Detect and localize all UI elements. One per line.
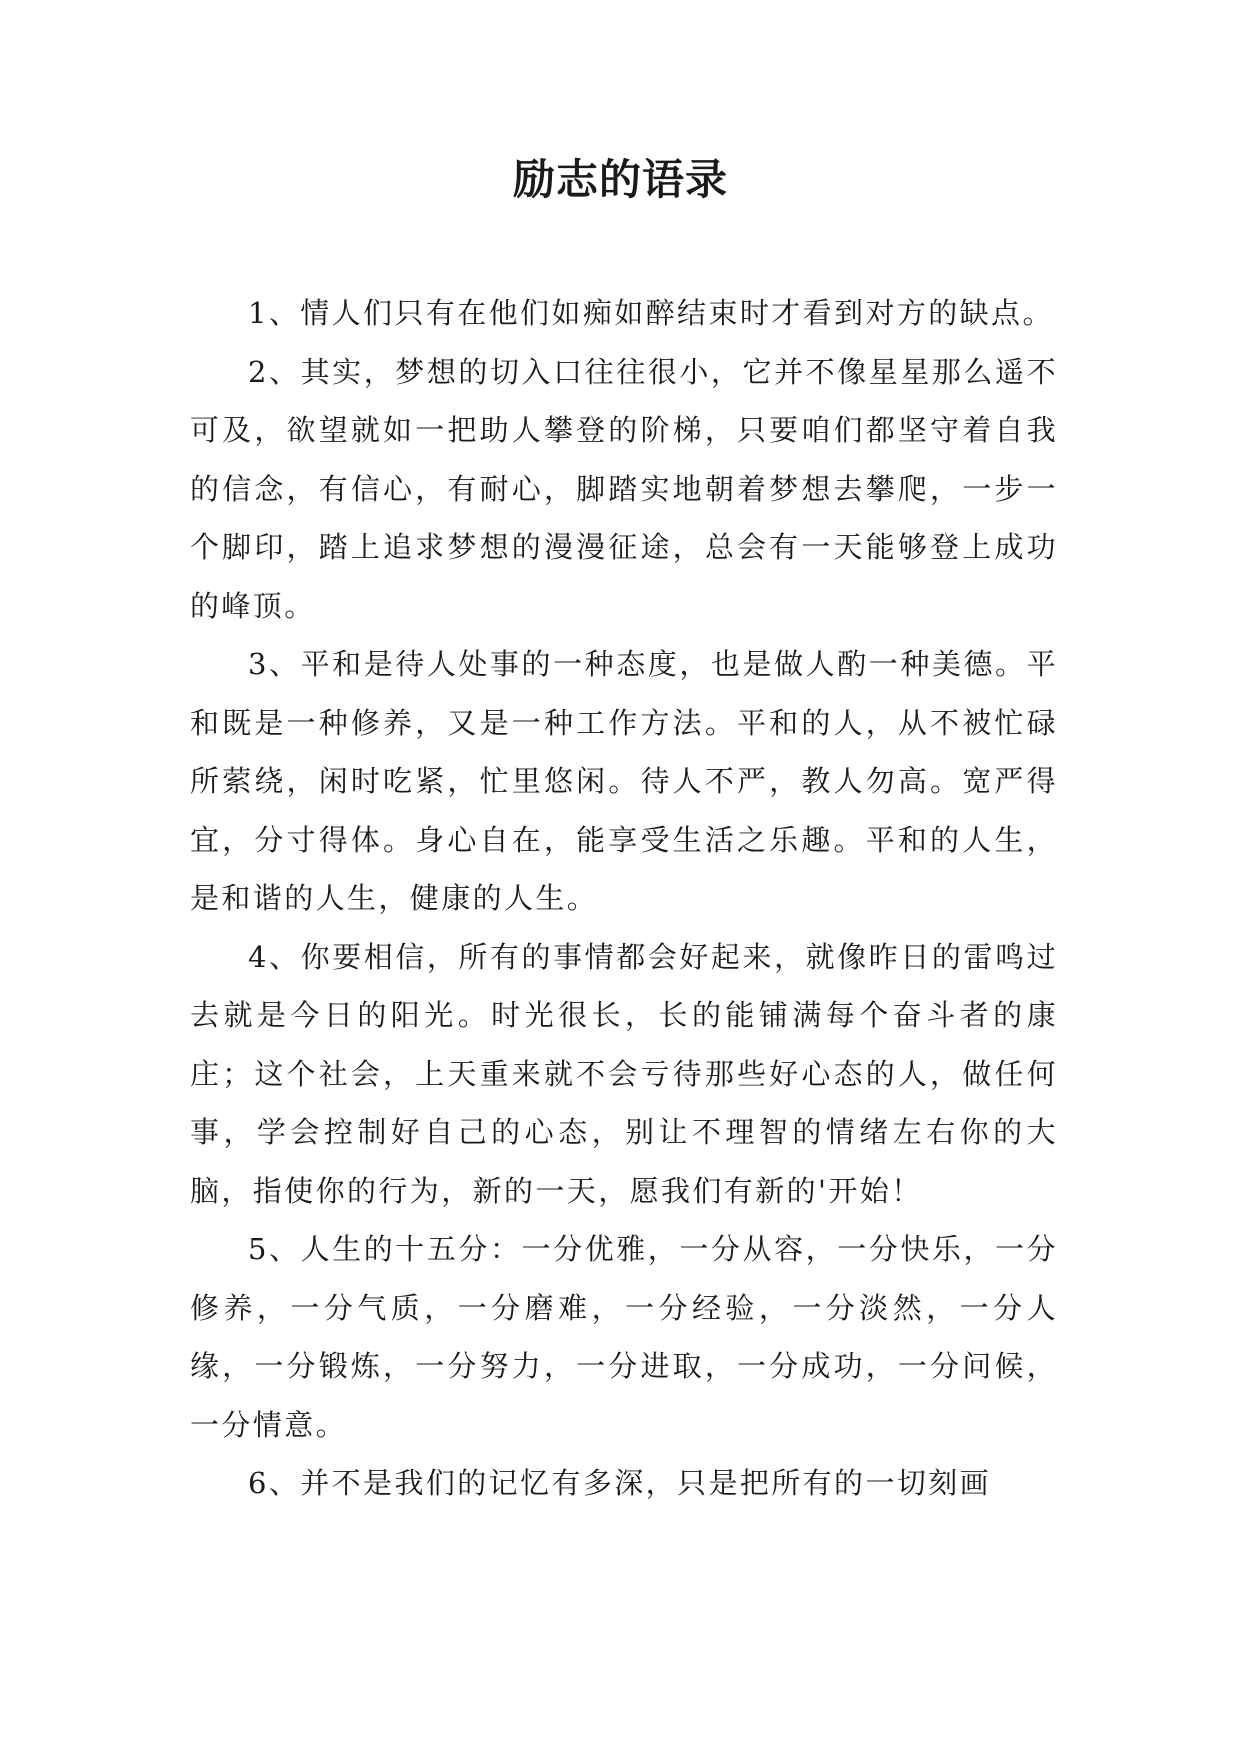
- document-body: [190, 284, 1058, 1513]
- quote-paragraph-3: 3、平和是待人处事的一种态度，也是做人酌一种美德。平和既是一种修养，又是一种工作方法。平和的人，从不被忙碌所萦绕，闲时吃紧，忙里悠闲。待人不严，教人勿高。宽严得宜，分寸得体。身心自在，能享受生活之乐趣。平和的人生，是和谐的人生，健康的人生。: [190, 647, 1058, 915]
- quote-paragraph-4: 4、你要相信，所有的事情都会好起来，就像昨日的雷鸣过去就是今日的阳光。时光很长，长的能铺满每个奋斗者的康庄；这个社会，上天重来就不会亏待那些好心态的人，做任何事，学会控制好自己的心态，别让不理智的情绪左右你的大脑，指使你的行为，新的一天，愿我们有新的'开始！: [190, 939, 1058, 1208]
- quote-paragraph-6: 6、并不是我们的记忆有多深，只是把所有的一切刻画: [248, 1466, 992, 1500]
- quote-paragraph-2: 2、其实，梦想的切入口往往很小，它并不像星星那么遥不可及，欲望就如一把助人攀登的阶梯，只要咱们都坚守着自我的信念，有信心，有耐心，脚踏实地朝着梦想去攀爬，一步一个脚印，踏上追求梦想的漫漫征途，总会有一天能够登上成功的峰顶。: [190, 354, 1058, 623]
- quote-paragraph-1: 1、情人们只有在他们如痴如醉结束时才看到对方的缺点。: [248, 296, 1054, 330]
- document-title: 励志的语录: [512, 155, 728, 204]
- quote-paragraph-5: 5、人生的十五分：一分优雅，一分从容，一分快乐，一分修养，一分气质，一分磨难，一分经验，一分淡然，一分人缘，一分锻炼，一分努力，一分进取，一分成功，一分问候，一分情意。: [190, 1232, 1058, 1442]
